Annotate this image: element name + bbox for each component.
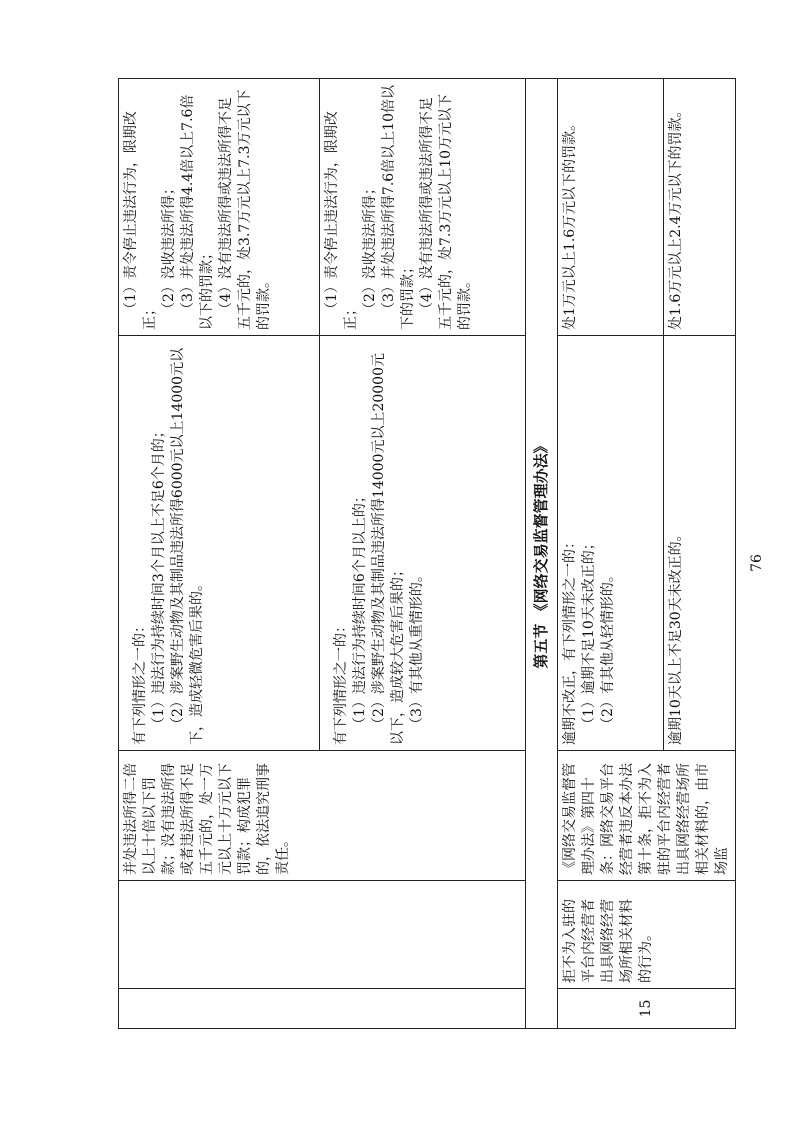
circumstance-line: 逾期10天以上不足30天未改正的。 — [668, 527, 685, 745]
number-cell — [119, 989, 526, 1029]
circumstance-cell — [320, 336, 526, 751]
circumstance-line: 有下列情形之一的： — [132, 619, 148, 745]
penalty-cell — [320, 79, 526, 336]
penalty-table — [118, 78, 736, 1029]
table-row — [119, 79, 320, 1029]
row-number: 15 — [558, 989, 736, 1029]
penalty-line: （2）没收违法所得； — [362, 181, 378, 316]
rotated-table-page — [118, 79, 730, 1029]
penalty-line: （2）没收违法所得； — [161, 181, 177, 316]
section-header-row — [526, 79, 558, 1029]
circumstance-line: （2）有其他从轻情形的。 — [600, 568, 616, 731]
penalty-cell — [664, 79, 736, 336]
section-title: 第五节 《网络交易监督管理办法》 — [526, 79, 558, 1029]
circumstance-line: （2）涉案野生动物及其制品违法所得14000元以上20000元以下，造成较大危害后果的； — [371, 353, 406, 745]
penalty-line: 处1.6万元以上2.4万元以下的罚款。 — [668, 103, 685, 330]
behavior-cell — [119, 881, 526, 989]
penalty-cell — [119, 79, 320, 336]
circumstance-line: （3）有其他从重情形的。 — [409, 568, 425, 731]
penalty-line: （3）并处违法所得4.4倍以上7.6倍以下的罚款； — [180, 94, 215, 330]
circumstance-cell — [119, 336, 320, 751]
circumstance-line: （1）违法行为持续时间6个月以上的； — [352, 489, 368, 731]
circumstance-cell — [664, 336, 736, 751]
circumstance-line: 逾期不改正，有下列情形之一的： — [562, 535, 578, 745]
penalty-cell — [558, 79, 664, 336]
penalty-line: 处1万元以上1.6万元以下的罚款。 — [562, 116, 578, 330]
circumstance-line: （1）逾期不足10天未改正的； — [581, 536, 597, 731]
circumstance-cell — [558, 336, 664, 751]
penalty-line: （3）并处违法所得7.6倍以上10倍以下的罚款； — [381, 85, 416, 330]
behavior-cell: 拒不为入驻的平台内经营者出具网络经营场所相关材料的行为。 — [558, 881, 736, 989]
legal-basis-cell — [119, 751, 526, 881]
page-number: 76 — [748, 554, 765, 572]
circumstance-line: 有下列情形之一的： — [333, 619, 349, 745]
penalty-line: （4）没有违法所得或违法所得不足五千元的，处3.7万元以上7.3万元以下的罚款。 — [218, 89, 272, 330]
legal-basis-cell: 《网络交易监督管理办法》第四十条：网络交易平台经营者违反本办法第十条，拒不为入驻的平台内经营者出具网络经营场所相关材料的，由市场监 — [558, 751, 736, 881]
legal-text: 并处违法所得二倍以上十倍以下罚款；没有违法所得或者违法所得不足五千元的，处一万元以上十万元以下罚款；构成犯罪的，依法追究刑事责任。 — [123, 763, 291, 875]
penalty-line: （1）责令停止违法行为，限期改正； — [123, 111, 158, 330]
circumstance-line: （2）涉案野生动物及其制品违法所得6000元以上14000元以下，造成轻微危害后果的。 — [170, 347, 205, 745]
penalty-line: （4）没有违法所得或违法所得不足五千元的，处7.3万元以上10万元以下的罚款。 — [419, 93, 473, 330]
table-row — [558, 79, 664, 1029]
penalty-line: （1）责令停止违法行为，限期改正； — [324, 111, 359, 330]
circumstance-line: （1）违法行为持续时间3个月以上不足6个月的； — [151, 424, 167, 731]
